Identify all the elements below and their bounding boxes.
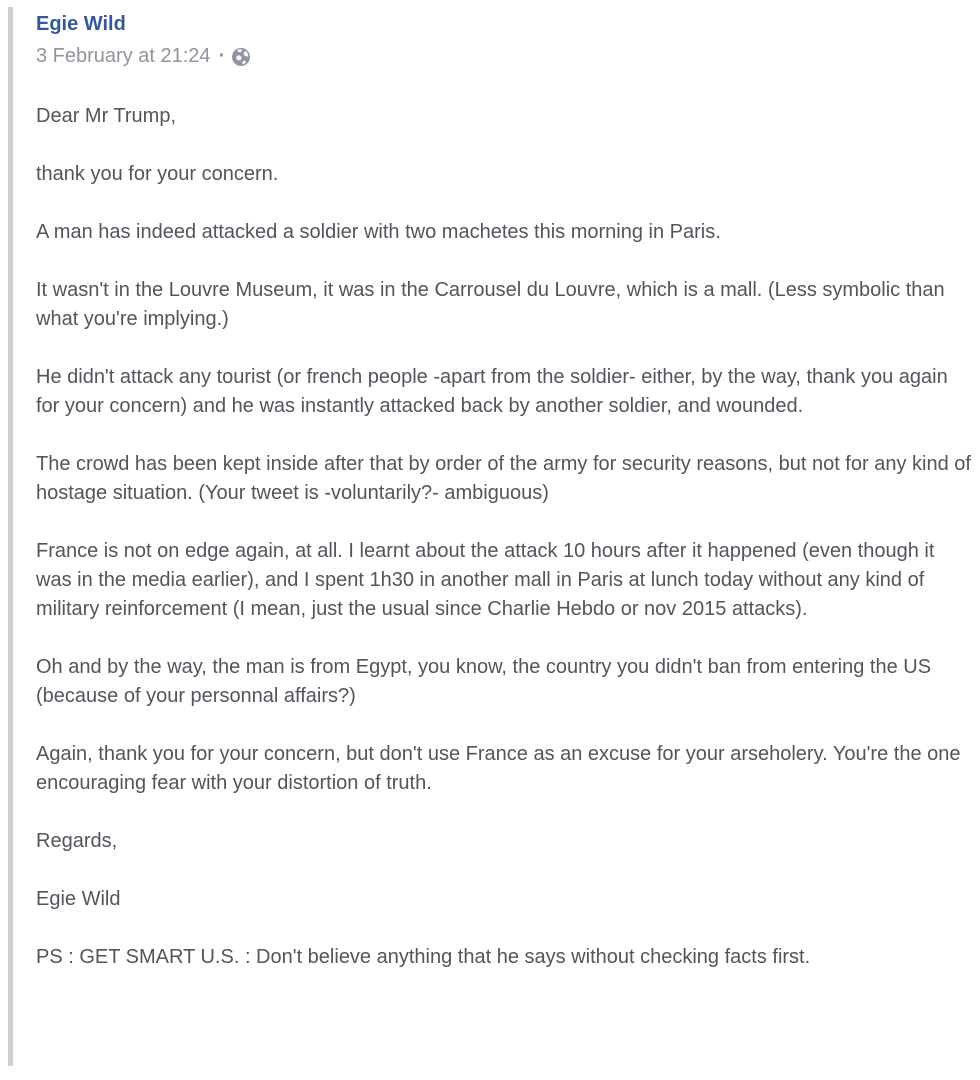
meta-separator: · bbox=[218, 45, 226, 67]
post-paragraph: It wasn't in the Louvre Museum, it was in the Carrousel du Louvre, which is a mall. (Less symbolic than what you're implying.) bbox=[36, 279, 945, 330]
post-paragraph: France is not on edge again, at all. I learnt about the attack 10 hours after it happened (even though it was in the media earlier), and I spent 1h30 in another mall in Paris at lunch today without any kind of military reinforcement (I mean, just the usual since Charlie Hebdo or nov 2015 attacks). bbox=[36, 540, 935, 620]
globe-public-icon bbox=[232, 48, 250, 66]
post-paragraph: A man has indeed attacked a soldier with two machetes this morning in Paris. bbox=[36, 221, 721, 243]
post-meta bbox=[36, 44, 972, 68]
author-link[interactable]: Egie Wild bbox=[36, 13, 126, 35]
post-paragraph: Egie Wild bbox=[36, 888, 121, 910]
post-paragraph: Dear Mr Trump, bbox=[36, 105, 177, 127]
post-paragraph: thank you for your concern. bbox=[36, 163, 279, 185]
post-paragraph: Regards, bbox=[36, 830, 118, 852]
post-paragraph: The crowd has been kept inside after that by order of the army for security reasons, but not for any kind of hostage situation. (Your tweet is -voluntarily?- ambiguous) bbox=[36, 453, 971, 504]
post-body bbox=[36, 102, 972, 972]
post-header bbox=[36, 12, 972, 68]
post-paragraph: Oh and by the way, the man is from Egypt, you know, the country you didn't ban from entering the US (because of your personnal affairs?) bbox=[36, 656, 932, 707]
quote-bar bbox=[8, 7, 13, 1066]
post-paragraph: PS : GET SMART U.S. : Don't believe anything that he says without checking facts first. bbox=[36, 946, 811, 968]
post-paragraph: Again, thank you for your concern, but don't use France as an excuse for your arseholery. You're the one encouraging fear with your distortion of truth. bbox=[36, 743, 961, 794]
timestamp-link[interactable]: 3 February at 21:24 bbox=[36, 45, 211, 67]
post-paragraph: He didn't attack any tourist (or french people -apart from the soldier- either, by the way, thank you again for your concern) and he was instantly attacked back by another soldier, and wounded. bbox=[36, 366, 948, 417]
